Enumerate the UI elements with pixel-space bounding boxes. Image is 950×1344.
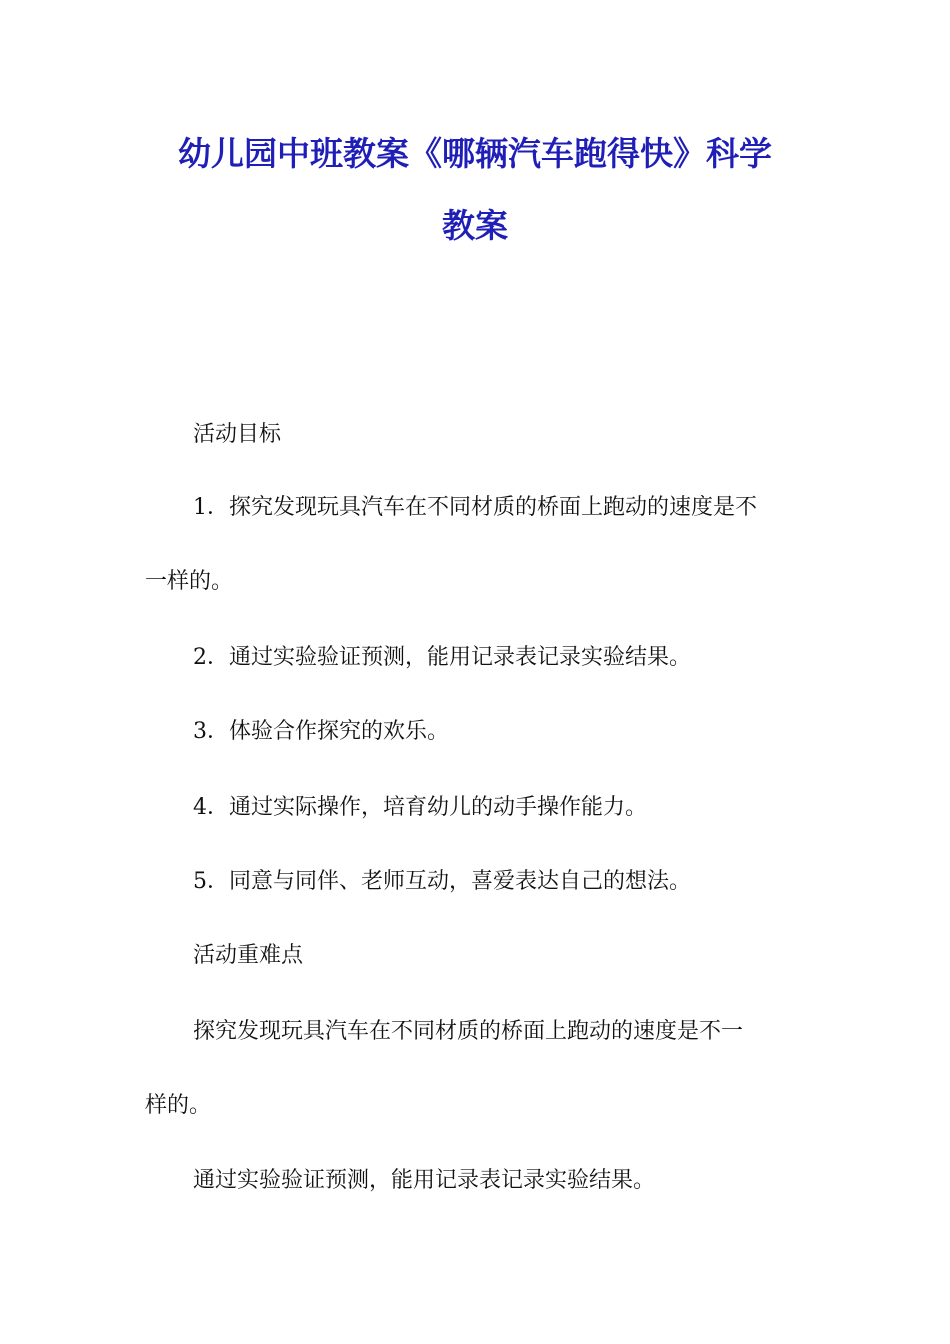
- goal-item-3: 3．体验合作探究的欢乐。: [193, 719, 449, 744]
- key-point-1-continued: 样的。: [145, 1093, 212, 1118]
- document-title-line-1: 幼儿园中班教案《哪辆汽车跑得快》科学: [178, 134, 772, 173]
- goal-item-1: 1．探究发现玩具汽车在不同材质的桥面上跑动的速度是不: [193, 495, 757, 520]
- goal-item-5: 5．同意与同伴、老师互动，喜爱表达自己的想法。: [193, 869, 691, 894]
- section-heading-goals: 活动目标: [193, 422, 282, 447]
- goal-item-4: 4．通过实际操作，培育幼儿的动手操作能力。: [193, 795, 647, 820]
- document-title-line-2: 教案: [442, 206, 508, 245]
- goal-item-1-continued: 一样的。: [145, 569, 234, 594]
- goal-item-2: 2．通过实验验证预测，能用记录表记录实验结果。: [193, 645, 691, 670]
- key-point-2: 通过实验验证预测，能用记录表记录实验结果。: [193, 1168, 656, 1193]
- key-point-1: 探究发现玩具汽车在不同材质的桥面上跑动的速度是不一: [193, 1019, 744, 1044]
- section-heading-key-points: 活动重难点: [193, 943, 304, 968]
